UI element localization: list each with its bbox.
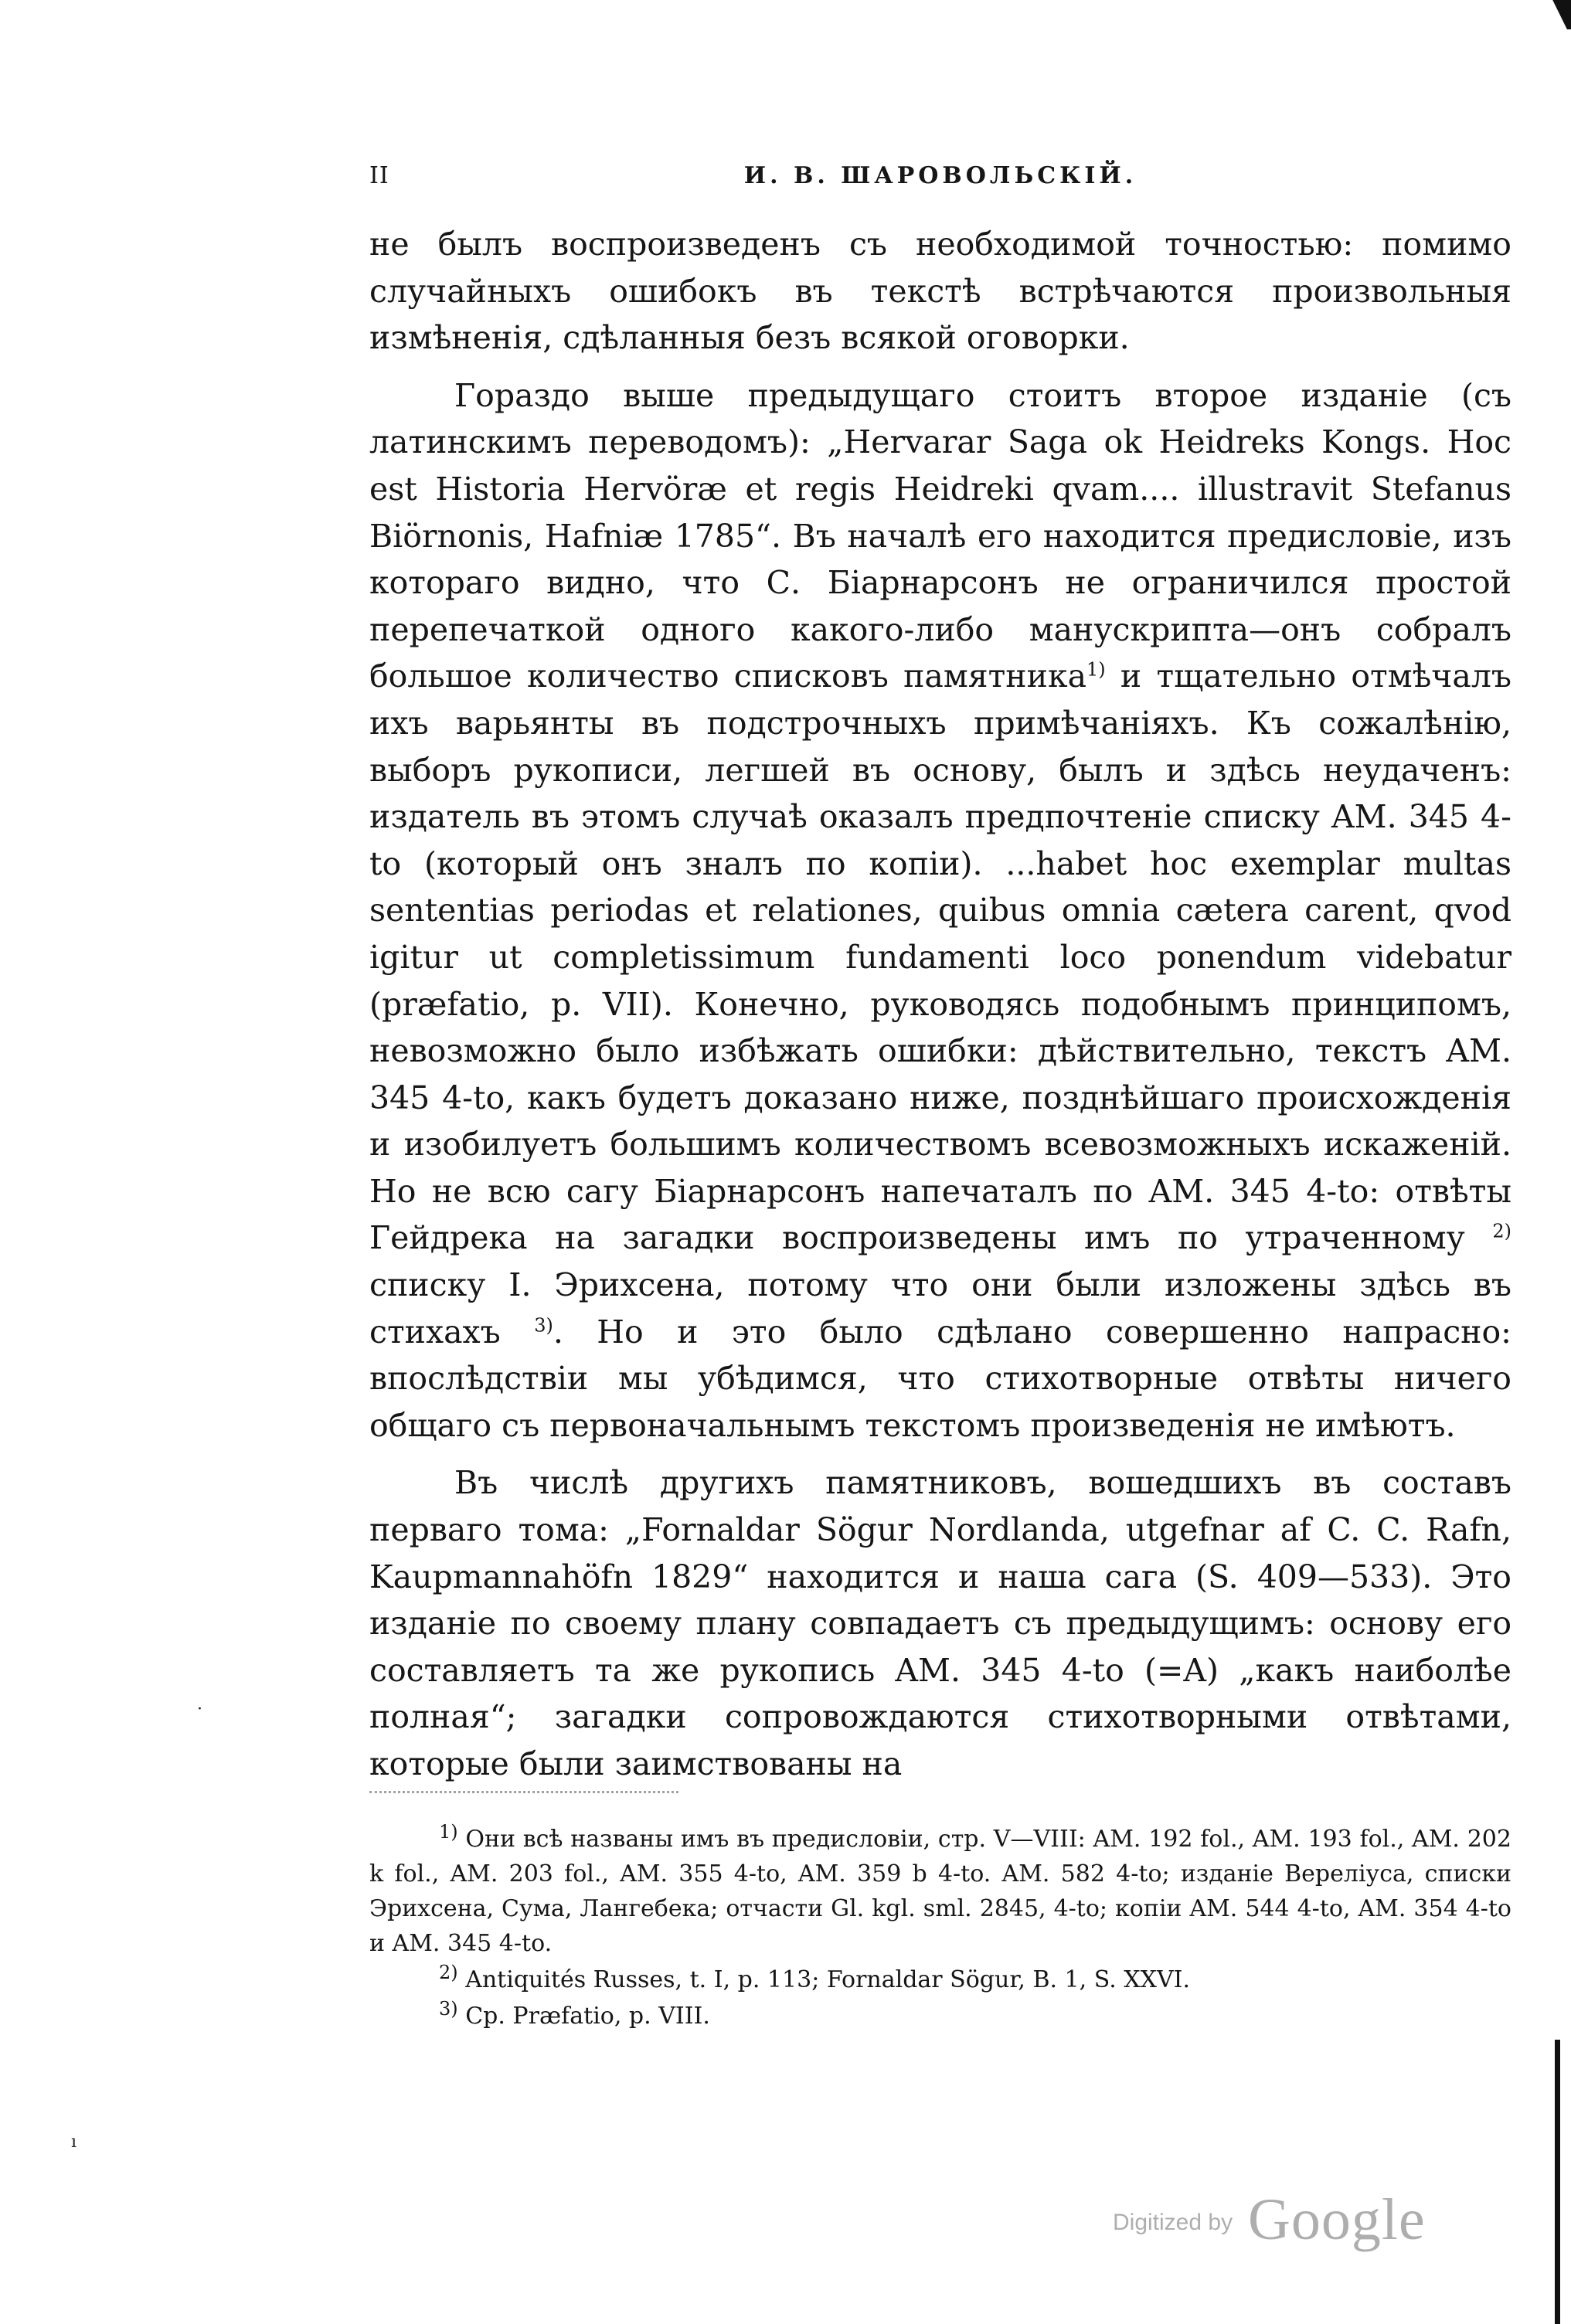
footnote [369, 1962, 1511, 1997]
running-head: И. В. ШАРОВОЛЬСКІЙ. [743, 162, 1137, 189]
footnote-text: Они всѣ названы имъ въ предисловіи, стр. V—VIII: AM. 192 fol., AM. 193 fol., AM. 202 k fol., AM. 203 fol., AM. 355 4-to, AM. 359 b 4-to. AM. 582 4-to; изданіе Вереліуса, списки Эрихсена, Сума, Лангебека; отчасти Gl. kgl. sml. 2845, 4-to; копіи AM. 544 4-to, AM. 354 4-to и AM. 345 4-to. [369, 1826, 1511, 1957]
paragraph-text: . Но и это было сдѣлано совершенно напрасно: впослѣдствіи мы убѣдимся, что стихотворные отвѣты ничего общаго съ первоначальнымъ текстомъ произведенія не имѣютъ. [369, 1313, 1511, 1444]
watermark-prefix: Digitized by [1113, 2210, 1233, 2235]
paragraph [369, 372, 1511, 1449]
paragraph [369, 221, 1511, 362]
footnote-mark: 1) [439, 1821, 458, 1843]
footnote [369, 1822, 1511, 1961]
body-text [369, 221, 1511, 1788]
footnote-ref: 3) [534, 1314, 553, 1336]
page-header [369, 162, 1511, 201]
footnote-mark: 3) [439, 1998, 458, 2020]
footnote-mark: 2) [439, 1962, 458, 1983]
footnote-text: Antiquités Russes, t. I, p. 113; Fornaldar Sögur, B. 1, S. XXVI. [465, 1966, 1191, 1993]
google-logo: Google [1248, 2187, 1426, 2252]
paragraph-text: Въ числѣ другихъ памятниковъ, вошедшихъ въ составъ перваго тома: „Fornaldar Sögur Nordlanda, utgefnar af C. C. Rafn, Kaupmannahöfn 1829“ находится и наша сага (S. 409—533). Это изданіе по своему плану совпадаетъ съ предыдущимъ: основу его составляетъ та же рукопись AM. 345 4-to (=A) „какъ наиболѣе полная“; загадки сопровождаются стихотворными отвѣтами, которые были заимствованы на [369, 1464, 1511, 1782]
paragraph [369, 1459, 1511, 1787]
scan-speck: ı [71, 2132, 77, 2152]
paragraph-text: не былъ воспроизведенъ съ необходимой точностью: помимо случайныхъ ошибокъ въ текстѣ встрѣчаются произвольныя измѣненія, сдѣланныя безъ всякой оговорки. [369, 226, 1511, 357]
digitized-by-google-watermark [1113, 2186, 1499, 2256]
paragraph-text: и тщательно отмѣчалъ ихъ варьянты въ подстрочныхъ примѣчаніяхъ. Къ сожалѣнію, выборъ рукописи, легшей въ основу, былъ и здѣсь неудаченъ: издатель въ этомъ случаѣ оказалъ предпочтеніе списку AM. 345 4-to (который онъ зналъ по копіи). ...habet hoc exemplar multas sententias periodas et relationes, quibus omnia cætera carent, qvod igitur ut completissimum fundamenti loco ponendum videbatur (præfatio, p. VII). Конечно, руководясь подобнымъ принципомъ, невозможно было избѣжать ошибки: дѣйствительно, текстъ AM. 345 4-to, какъ будетъ доказано ниже, позднѣйшаго происхожденія и изобилуетъ большимъ количествомъ всевозможныхъ искаженій. Но не всю сагу Біарнарсонъ напечаталъ по AM. 345 4-to: отвѣты Гейдрека на загадки воспроизведены имъ по утраченному [369, 657, 1511, 1257]
scan-edge-line [1555, 2040, 1560, 2324]
footnote [369, 1999, 1511, 2034]
footnote-separator [369, 1791, 678, 1796]
scan-speck: · [197, 1700, 202, 1719]
page-number: II [369, 162, 389, 189]
scan-edge-artifact [1545, 0, 1571, 29]
footnote-ref: 2) [1492, 1220, 1511, 1242]
footnotes [369, 1822, 1511, 2034]
footnote-ref: 1) [1086, 658, 1106, 681]
paragraph-text: Гораздо выше предыдущаго стоитъ второе изданіе (съ латинскимъ переводомъ): „Hervarar Saga ok Heidreks Kongs. Hoc est Historia Hervöræ et regis Heidreki qvam.... illustravit Stefanus Biörnonis, Hafniæ 1785“. Въ началѣ его находится предисловіе, изъ котораго видно, что С. Біарнарсонъ не ограничился простой перепечаткой одного какого-либо манускрипта—онъ собралъ большое количество списковъ памятника [369, 376, 1511, 695]
paragraph-text: списку I. Эрихсена, потому что они были изложены здѣсь въ стихахъ [369, 1266, 1511, 1351]
footnote-text: Ср. Præfatio, p. VIII. [465, 2003, 710, 2030]
